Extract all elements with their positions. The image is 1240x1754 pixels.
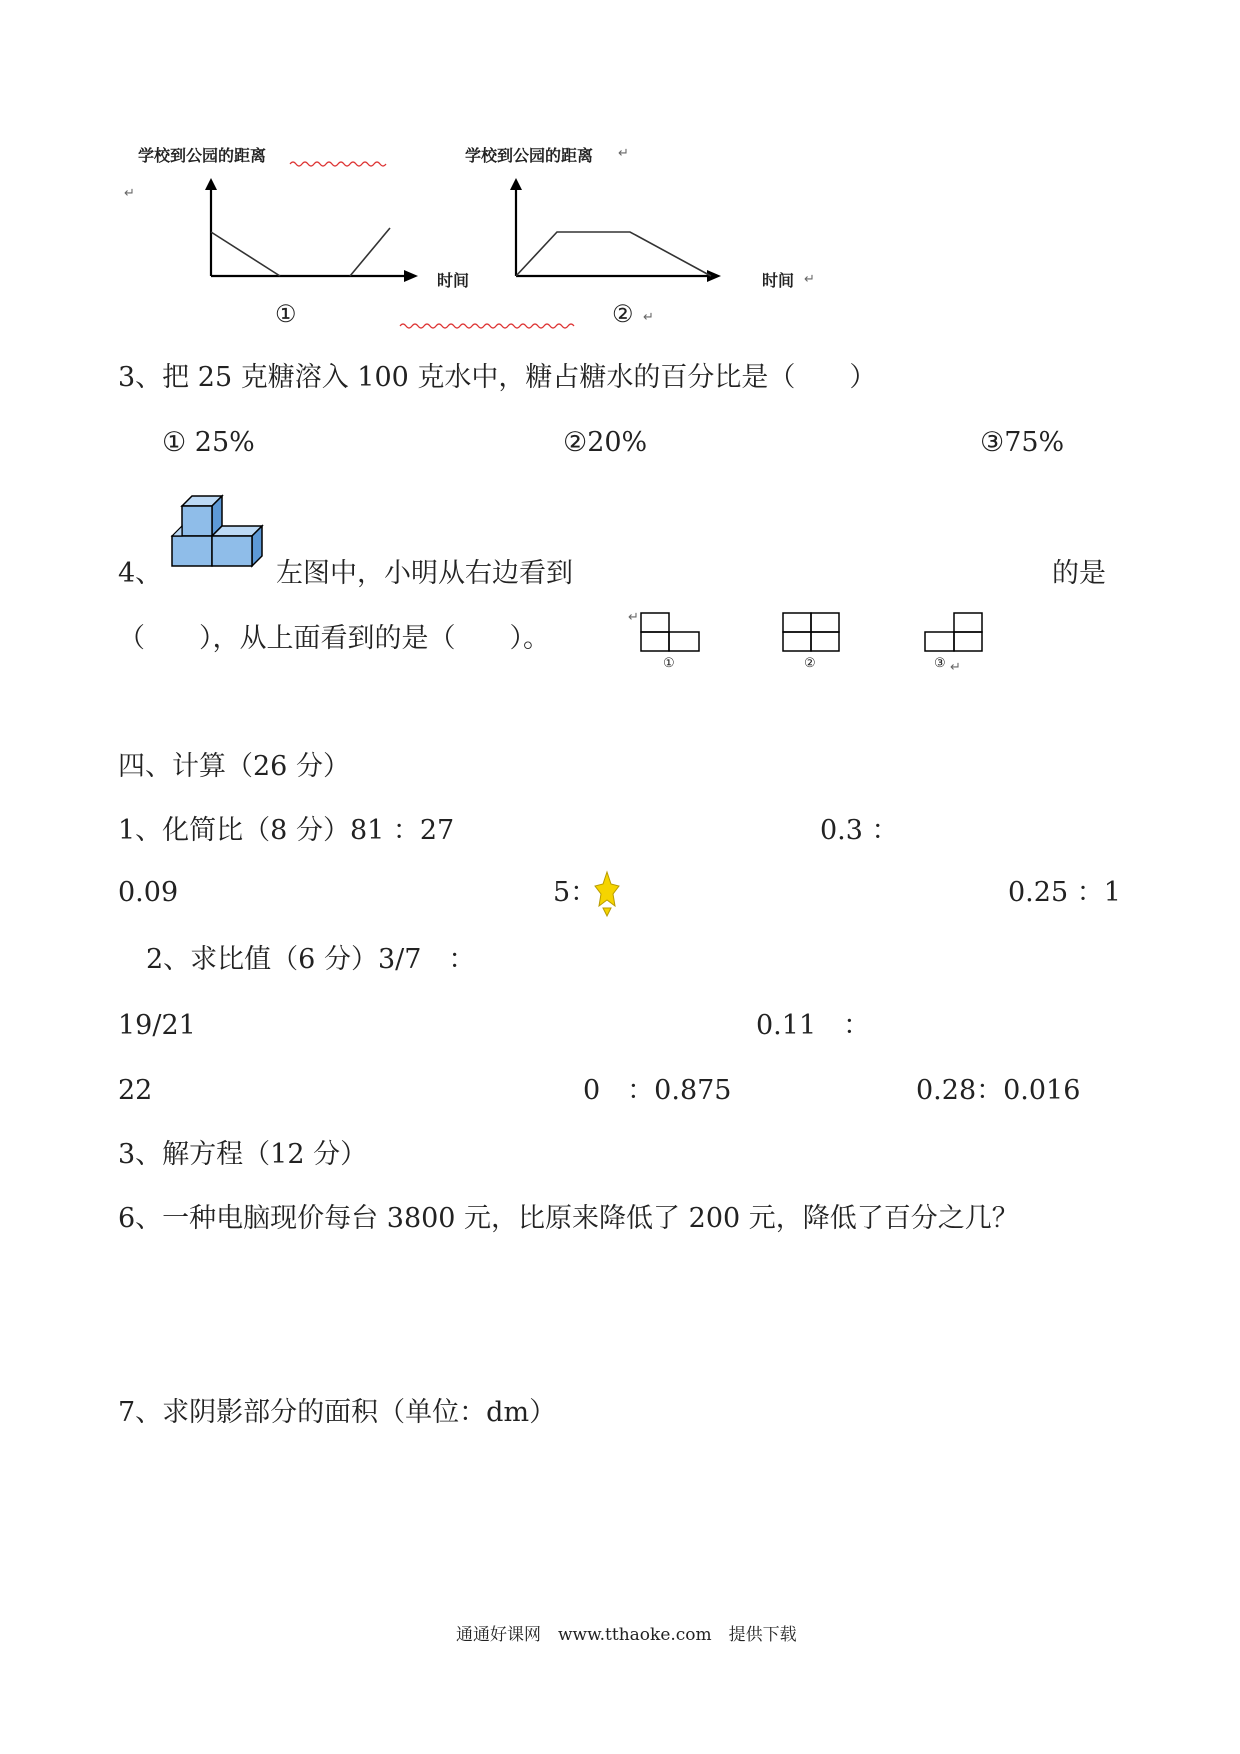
graph1-wavy-underline — [290, 160, 390, 168]
calc-2-item-3: 0 ：0.875 — [583, 1075, 732, 1106]
view-option-2-label: ② — [804, 656, 816, 671]
paragraph-mark: ↵ — [950, 660, 961, 675]
calc-2-item-2: 0.11 ： — [756, 1010, 871, 1041]
cursor-figure-icon — [595, 870, 621, 920]
paragraph-mark: ↵ — [628, 610, 639, 625]
view-option-1 — [640, 612, 702, 652]
section-4-title: 四、计算（26 分） — [118, 751, 350, 782]
view-option-3-label: ③ — [934, 656, 946, 671]
graph1-xlabel: 时间 — [437, 271, 470, 290]
graph1-title: 学校到公园的距离 — [138, 146, 267, 165]
paragraph-mark: ↵ — [804, 272, 815, 287]
calc-2-item-1-cont: 19/21 — [118, 1010, 196, 1041]
paragraph-mark: ↵ — [618, 146, 629, 161]
graph1-label: ① — [275, 300, 297, 328]
footer-text: 通通好课网 www.tthaoke.com 提供下载 — [456, 1625, 797, 1645]
calc-2-item-2-cont: 22 — [118, 1075, 153, 1106]
question-4-line1-end: 的是 — [1052, 558, 1106, 589]
calc-1-line-a: 1、化简比（8 分）81 ：27 — [118, 815, 455, 846]
question-4-line2: （ ），从上面看到的是（ ）。 — [118, 623, 550, 654]
paragraph-mark: ↵ — [643, 310, 654, 325]
question-3-option-2: ②20% — [563, 427, 648, 458]
question-6-text: 6、一种电脑现价每台 3800 元，比原来降低了 200 元，降低了百分之几？ — [118, 1203, 1019, 1234]
graph1-axes — [200, 180, 430, 290]
paragraph-mark: ↵ — [124, 186, 135, 201]
view-option-2 — [782, 612, 842, 652]
question-4-prefix: 4、 — [118, 558, 163, 589]
calc-3-title: 3、解方程（12 分） — [118, 1139, 368, 1170]
cube-stack-figure — [170, 492, 270, 572]
question-4-line1: 左图中，小明从右边看到 — [276, 558, 573, 589]
calc-2-line-a: 2、求比值（6 分）3/7 ： — [146, 944, 476, 975]
question-3-text: 3、把 25 克糖溶入 100 克水中，糖占糖水的百分比是（ ） — [118, 362, 877, 393]
graph2-axes — [505, 180, 745, 290]
question-7-text: 7、求阴影部分的面积（单位：dm） — [118, 1397, 557, 1428]
calc-1-item-2: 0.3 ： — [820, 815, 899, 846]
question-3-option-1: ① 25% — [162, 427, 255, 458]
graph2-xlabel: 时间 — [762, 271, 795, 290]
graph2-label: ② — [612, 300, 634, 328]
calc-1-item-4: 0.25 ：1 — [1008, 877, 1121, 908]
graph2-wavy-underline — [400, 322, 580, 330]
graph2-title: 学校到公园的距离 — [465, 146, 594, 165]
question-3-option-3: ③75% — [980, 427, 1065, 458]
calc-1-item-2-cont: 0.09 — [118, 877, 179, 908]
calc-1-item-3: 5： — [553, 877, 598, 908]
view-option-1-label: ① — [663, 656, 675, 671]
calc-2-item-4: 0.28：0.016 — [916, 1075, 1081, 1106]
view-option-3 — [924, 612, 986, 652]
